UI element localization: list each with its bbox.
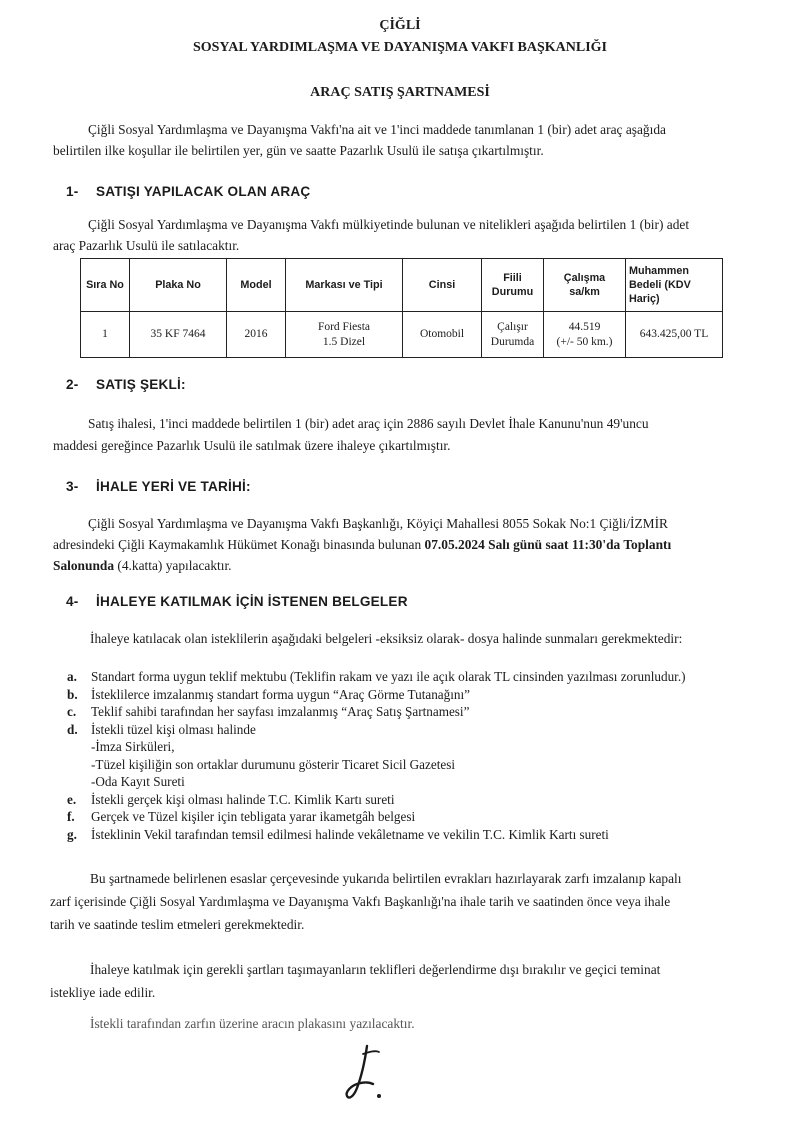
list-item-text: İsteklinin Vekil tarafından temsil edilmesi halinde vekâletname ve vekilin T.C. Kimlik Kartı sureti: [91, 826, 609, 842]
intro-line-2: belirtilen ilke koşullar ile belirtilen yer, gün ve saatte Pazarlık Usulü ile satışa çıkartılmıştır.: [53, 143, 544, 158]
list-item-mark: f.: [67, 809, 75, 824]
section-3-line-3-text: (4.katta) yapılacaktır.: [114, 558, 232, 573]
header-organization: SOSYAL YARDIMLAŞMA VE DAYANIŞMA VAKFI BAŞKANLIĞI: [192, 40, 608, 55]
col-header-cinsi: Cinsi: [403, 259, 482, 312]
list-item: [67, 703, 787, 721]
closing-p3: İstekli tarafından zarfın üzerine aracın plakasını yazılacaktır.: [90, 1016, 415, 1031]
section-4-heading: [66, 594, 408, 609]
table-row: [81, 312, 723, 358]
cell-calisma-line-2: (+/- 50 km.): [556, 335, 613, 348]
cell-fiili-line-1: Çalışır: [497, 320, 528, 333]
col-header-marka: Markası ve Tipi: [286, 259, 403, 312]
list-item: [67, 668, 787, 686]
list-item-mark: c.: [67, 704, 77, 719]
section-2-line-1: Satış ihalesi, 1'inci maddede belirtilen 1 (bir) adet araç için 2886 sayılı Devlet İhale Kanunu'nun 49'uncu: [88, 416, 649, 431]
section-4-number: 4-: [66, 594, 79, 609]
section-3-heading: [66, 479, 251, 494]
list-item-text: -İmza Sirküleri,: [91, 739, 175, 754]
section-1-line-2: araç Pazarlık Usulü ile satılacaktır.: [53, 238, 240, 253]
section-2-heading: [66, 377, 186, 392]
list-item-text: Gerçek ve Tüzel kişiler için tebligata yarar ikametgâh belgesi: [91, 809, 416, 824]
list-item-text: İsteklilerce imzalanmış standart forma uygun “Araç Görme Tutanağını”: [91, 686, 471, 702]
list-item-text: Standart forma uygun teklif mektubu (Teklifin rakam ve yazı ile açık olarak TL cinsinden yazılması zorunludur.): [91, 669, 686, 684]
col-header-calisma: Çalışma sa/km: [544, 259, 626, 312]
list-item: [67, 686, 787, 704]
section-3-line-3: [53, 554, 232, 577]
auction-date-time: 07.05.2024 Salı günü saat 11:30'da Toplantı: [424, 537, 672, 552]
col-header-fiili: Fiili Durumu: [482, 259, 544, 312]
section-3-line-2-text: adresindeki Çiğli Kaymakamlık Hükümet Konağı binasında bulunan: [53, 537, 425, 552]
list-item-mark: a.: [67, 669, 77, 684]
col-header-bedel: Muhammen Bedeli (KDV Hariç): [626, 259, 723, 312]
cell-fiili: [482, 312, 544, 358]
required-documents-list: [67, 668, 787, 843]
cell-plaka: 35 KF 7464: [130, 312, 227, 358]
auction-room: Salonunda: [53, 558, 115, 573]
list-subitem: [67, 756, 787, 774]
list-item: [67, 721, 787, 739]
list-subitem: [67, 738, 787, 756]
handwritten-signature: [335, 1040, 395, 1110]
list-item-mark: g.: [67, 826, 77, 842]
cell-calisma-line-1: 44.519: [568, 320, 601, 333]
section-4-title: İHALEYE KATILMAK İÇİN İSTENEN BELGELER: [96, 594, 408, 609]
cell-sira: 1: [81, 312, 130, 358]
section-1-heading: [66, 184, 310, 199]
intro-line-1: Çiğli Sosyal Yardımlaşma ve Dayanışma Vakfı'na ait ve 1'inci maddede tanımlanan 1 (bir) adet araç aşağıda: [88, 122, 666, 137]
col-header-plaka: Plaka No: [130, 259, 227, 312]
closing-p1-line-3: tarih ve saatinde teslim etmeleri gerekmektedir.: [50, 917, 305, 932]
vehicle-table-header-row: [81, 259, 723, 312]
closing-p2-line-2: istekliye iade edilir.: [50, 985, 156, 1000]
section-1-line-1: Çiğli Sosyal Yardımlaşma ve Dayanışma Vakfı mülkiyetinde bulunan ve nitelikleri aşağıda belirtilen 1 (bir) adet: [88, 217, 690, 232]
section-2-title: SATIŞ ŞEKLİ:: [96, 377, 186, 392]
header-city: ÇİĞLİ: [379, 18, 421, 33]
cell-model: 2016: [227, 312, 286, 358]
section-2-number: 2-: [66, 377, 79, 392]
section-1-title: SATIŞI YAPILACAK OLAN ARAÇ: [96, 184, 311, 199]
col-header-sira: Sıra No: [81, 259, 130, 312]
cell-calisma: [544, 312, 626, 358]
cell-marka-line-2: 1.5 Dizel: [322, 335, 366, 348]
cell-bedel: 643.425,00 TL: [626, 312, 723, 358]
closing-p1-line-2: zarf içerisinde Çiğli Sosyal Yardımlaşma ve Dayanışma Vakfı Başkanlığı'na ihale tarih ve saatinden önce veya ihale: [50, 894, 671, 909]
section-3-title: İHALE YERİ VE TARİHİ:: [96, 479, 251, 494]
vehicle-table: [80, 258, 723, 358]
section-2-line-2: maddesi gereğince Pazarlık Usulü ile satılmak üzere ihaleye çıkartılmıştır.: [53, 438, 451, 453]
cell-marka-line-1: Ford Fiesta: [317, 320, 371, 333]
list-item-mark: e.: [67, 791, 77, 807]
list-item-text: Teklif sahibi tarafından her sayfası imzalanmış “Araç Satış Şartnamesi”: [91, 704, 470, 719]
cell-cinsi: Otomobil: [403, 312, 482, 358]
closing-p1-line-1: Bu şartnamede belirlenen esaslar çerçevesinde yukarıda belirtilen evrakları hazırlayarak zarfı imzalanıp kapalı: [90, 871, 682, 886]
list-item-mark: d.: [67, 721, 78, 737]
closing-p2-line-1: İhaleye katılmak için gerekli şartları taşımayanların teklifleri değerlendirme dışı bırakılır ve geçici teminat: [90, 962, 661, 977]
list-item: [67, 826, 787, 844]
section-3-line-2: [53, 533, 671, 556]
cell-fiili-line-2: Durumda: [490, 335, 535, 348]
col-header-model: Model: [227, 259, 286, 312]
list-item-text: -Oda Kayıt Sureti: [91, 774, 185, 789]
list-item: [67, 791, 787, 809]
cell-marka: [286, 312, 403, 358]
document-title: ARAÇ SATIŞ ŞARTNAMESİ: [310, 85, 490, 100]
list-item-text: -Tüzel kişiliğin son ortaklar durumunu gösterir Ticaret Sicil Gazetesi: [91, 756, 456, 772]
list-item-text: İstekli tüzel kişi olması halinde: [91, 721, 256, 737]
section-3-line-1: Çiğli Sosyal Yardımlaşma ve Dayanışma Vakfı Başkanlığı, Köyiçi Mahallesi 8055 Sokak No:1 Çiğli/İZMİR: [88, 516, 668, 531]
section-1-number: 1-: [66, 184, 79, 199]
list-item: [67, 808, 787, 826]
section-4-intro: İhaleye katılacak olan isteklilerin aşağıdaki belgeleri -eksiksiz olarak- dosya halinde sunmaları gerekmektedir:: [90, 631, 683, 646]
list-item-text: İstekli gerçek kişi olması halinde T.C. Kimlik Kartı sureti: [91, 791, 395, 807]
list-subitem: [67, 773, 787, 791]
list-item-mark: b.: [67, 686, 78, 702]
section-3-number: 3-: [66, 479, 79, 494]
